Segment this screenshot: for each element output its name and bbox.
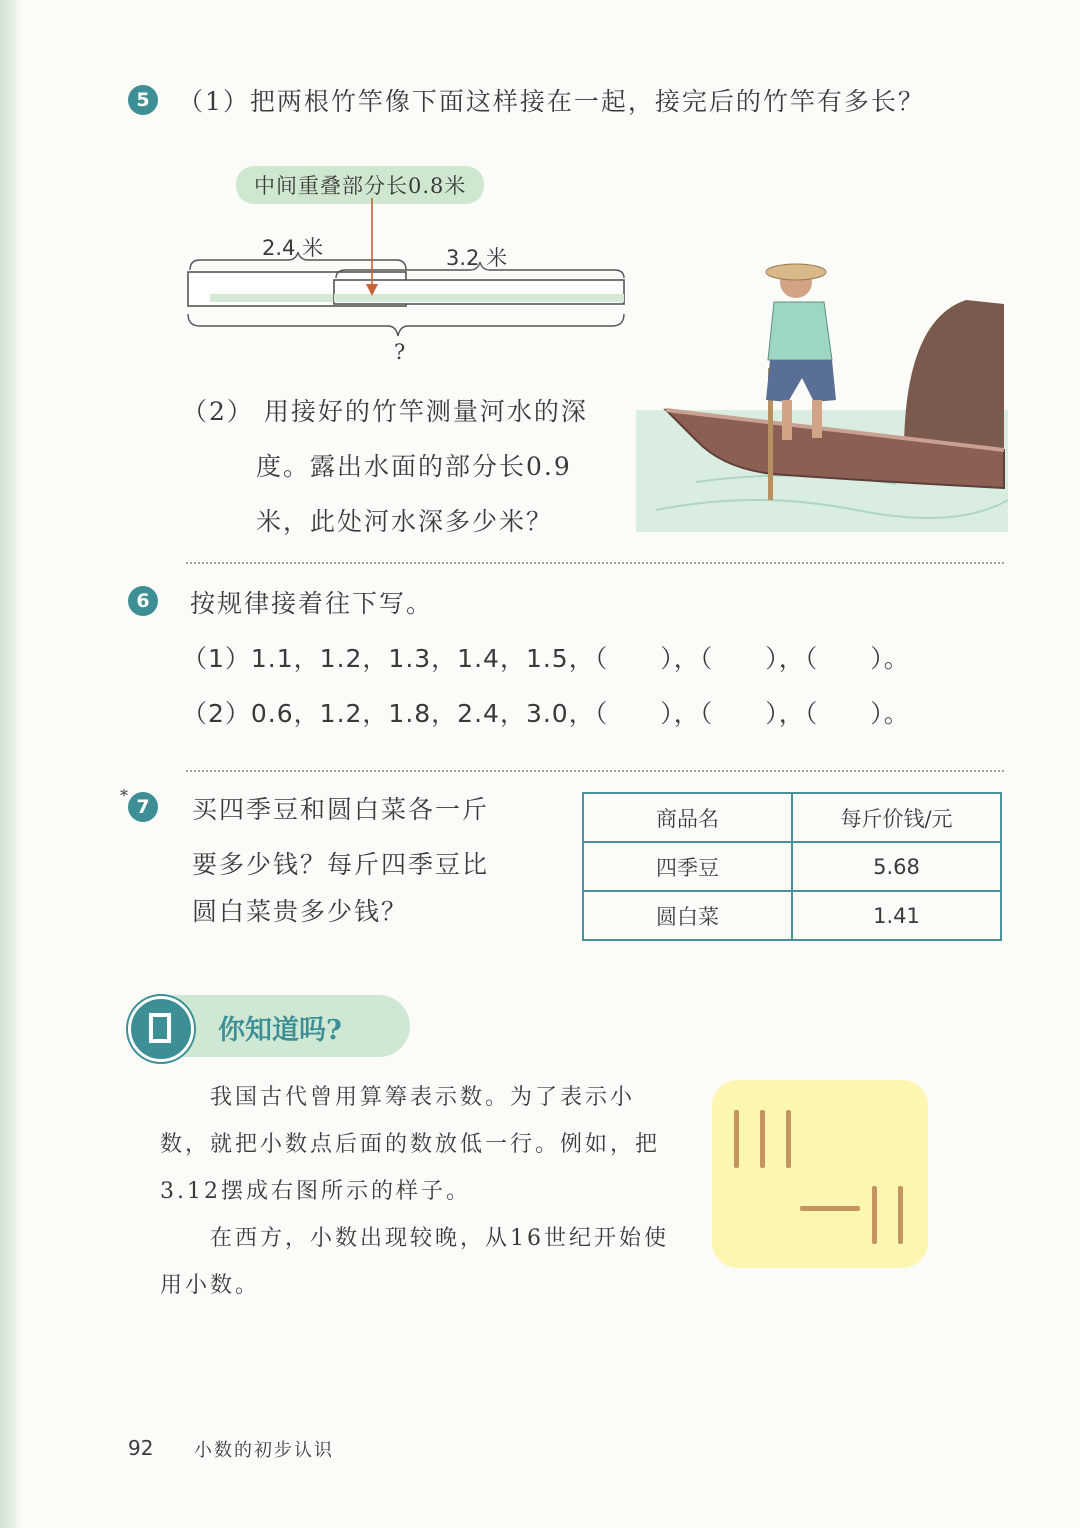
optional-star: *	[120, 786, 128, 805]
question-5-part2-line2: 度。露出水面的部分长0.9	[256, 452, 572, 481]
know-paragraph-line2: 数，就把小数点后面的数放低一行。例如，把	[160, 1132, 661, 1157]
question-5-part2-line1: （2） 用接好的竹竿测量河水的深	[182, 397, 588, 426]
boatman-shorts	[766, 360, 836, 402]
know-paragraph-line1: 我国古代曾用算筹表示数。为了表示小	[210, 1085, 636, 1110]
page-edge-shadow	[0, 0, 22, 1528]
boatman-shirt	[768, 302, 832, 360]
question-5-badge	[128, 85, 158, 115]
bamboo-diagram	[180, 190, 640, 340]
left-length-brace	[190, 252, 406, 270]
cell-item: 圆白菜	[583, 891, 792, 940]
question-5-part1: （1）把两根竹竿像下面这样接在一起，接完后的竹竿有多长？	[178, 87, 925, 116]
question-6-number: 6	[136, 590, 150, 612]
page-number: 92	[128, 1436, 154, 1460]
know-paragraph-line4: 在西方，小数出现较晚，从16世纪开始使	[210, 1226, 669, 1251]
rod-digit-1	[800, 1206, 860, 1211]
right-length-label: 3.2 米	[446, 246, 508, 270]
price-table	[582, 792, 1002, 941]
divider-2	[186, 770, 1004, 772]
question-7-number: 7	[136, 796, 150, 818]
question-6-prompt: 按规律接着往下写。	[190, 589, 434, 618]
header-item-name: 商品名	[583, 793, 792, 842]
cell-item: 四季豆	[583, 842, 792, 891]
sequence-1: （1）1.1，1.2，1.3，1.4，1.5，（ ），（ ），（ ）。	[182, 644, 910, 673]
table-row	[583, 842, 1001, 891]
total-length-brace	[188, 314, 624, 336]
table-row	[583, 891, 1001, 940]
counting-rods-card	[712, 1080, 928, 1268]
question-7-line1: 买四季豆和圆白菜各一斤	[192, 795, 490, 824]
boatman-illustration	[636, 260, 1008, 532]
header-price: 每斤价钱/元	[792, 793, 1001, 842]
rod-digit-3-b	[760, 1110, 765, 1168]
unknown-total-label: ?	[394, 340, 406, 364]
straw-hat	[766, 264, 826, 280]
boat-cabin	[904, 300, 1004, 460]
rod-digit-2-a	[872, 1186, 877, 1244]
book-icon	[128, 996, 194, 1062]
question-7-line3: 圆白菜贵多少钱？	[192, 897, 409, 926]
know-paragraph-line5: 用小数。	[160, 1273, 261, 1298]
chapter-title: 小数的初步认识	[194, 1440, 334, 1461]
did-you-know-title: 你知道吗?	[218, 1015, 342, 1046]
question-5-part2-line3: 米，此处河水深多少米？	[256, 507, 554, 536]
divider-1	[186, 562, 1004, 564]
cell-price: 5.68	[792, 842, 1001, 891]
table-header-row	[583, 793, 1001, 842]
question-7-badge	[128, 792, 158, 822]
question-5-number: 5	[136, 89, 150, 111]
question-7-line2: 要多少钱？每斤四季豆比	[192, 850, 490, 879]
know-paragraph-line3: 3.12摆成右图所示的样子。	[160, 1179, 471, 1204]
rod-digit-3-a	[734, 1110, 739, 1168]
question-6-badge	[128, 586, 158, 616]
rod-digit-3-c	[786, 1110, 791, 1168]
overlap-label-pill: 中间重叠部分长0.8米	[236, 166, 484, 204]
rod-digit-2-b	[898, 1186, 903, 1244]
right-pole-shade	[334, 294, 624, 302]
sequence-2: （2）0.6，1.2，1.8，2.4，3.0，（ ），（ ），（ ）。	[182, 699, 910, 728]
left-length-label: 2.4 米	[262, 236, 324, 260]
cell-price: 1.41	[792, 891, 1001, 940]
